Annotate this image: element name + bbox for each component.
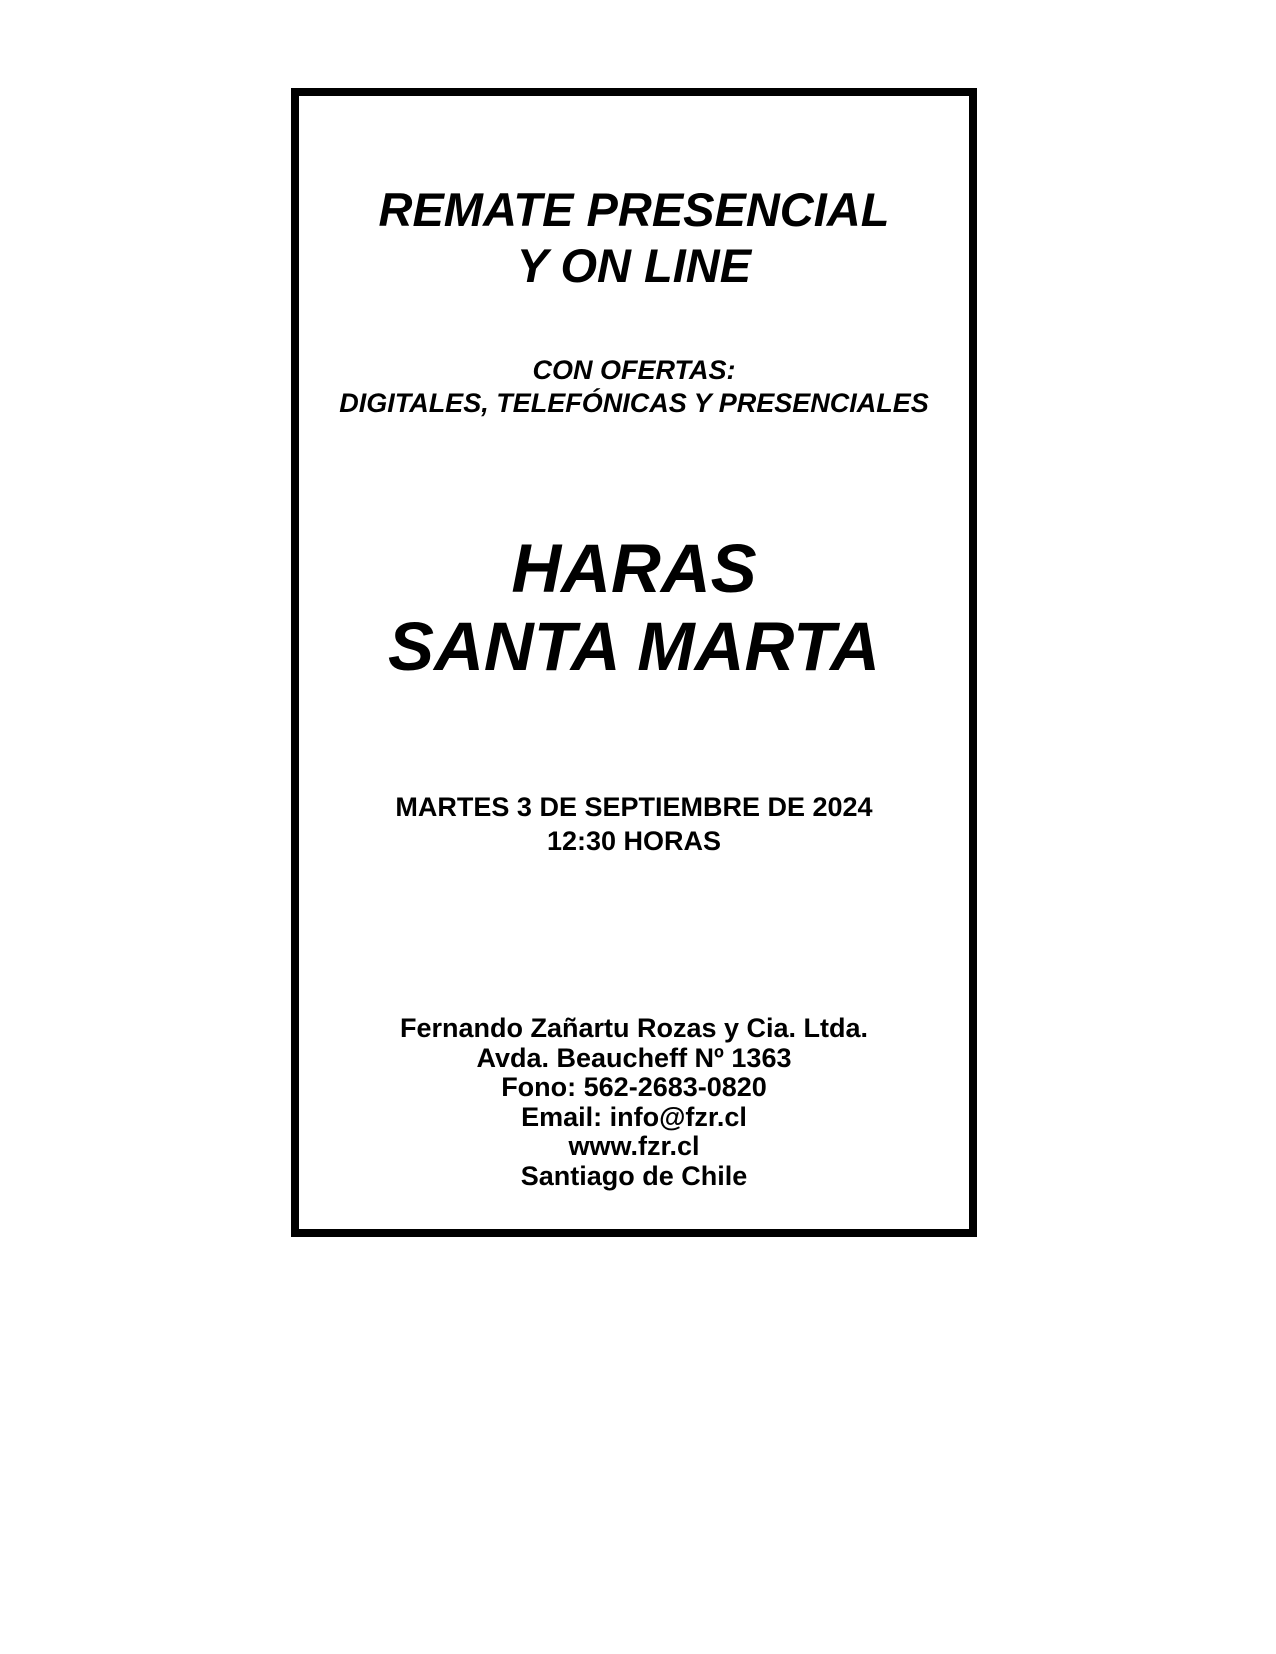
seller-name-line-1: HARAS: [511, 530, 757, 607]
company-website: www.fzr.cl: [568, 1131, 700, 1161]
offers-types: DIGITALES, TELEFÓNICAS Y PRESENCIALES: [339, 388, 929, 418]
auction-title-line-2: Y ON LINE: [516, 239, 752, 292]
auction-schedule: [299, 790, 969, 858]
auction-date: MARTES 3 DE SEPTIEMBRE DE 2024: [395, 792, 873, 822]
offers-heading: CON OFERTAS:: [532, 355, 736, 385]
contact-info: [299, 1014, 969, 1191]
company-city: Santiago de Chile: [520, 1160, 748, 1191]
company-name: Fernando Zañartu Rozas y Cia. Ltda.: [399, 1013, 869, 1043]
auction-time: 12:30 HORAS: [546, 826, 722, 856]
company-address: Avda. Beaucheff Nº 1363: [476, 1042, 792, 1073]
offers-info: [299, 354, 969, 420]
cover-frame: [291, 88, 977, 1237]
auction-title-line-1: REMATE PRESENCIAL: [378, 183, 890, 236]
seller-name: [299, 530, 969, 686]
seller-name-line-2: SANTA MARTA: [388, 608, 880, 685]
company-email: Email: info@fzr.cl: [521, 1101, 747, 1132]
company-phone: Fono: 562-2683-0820: [501, 1072, 767, 1102]
auction-title: [299, 182, 969, 294]
